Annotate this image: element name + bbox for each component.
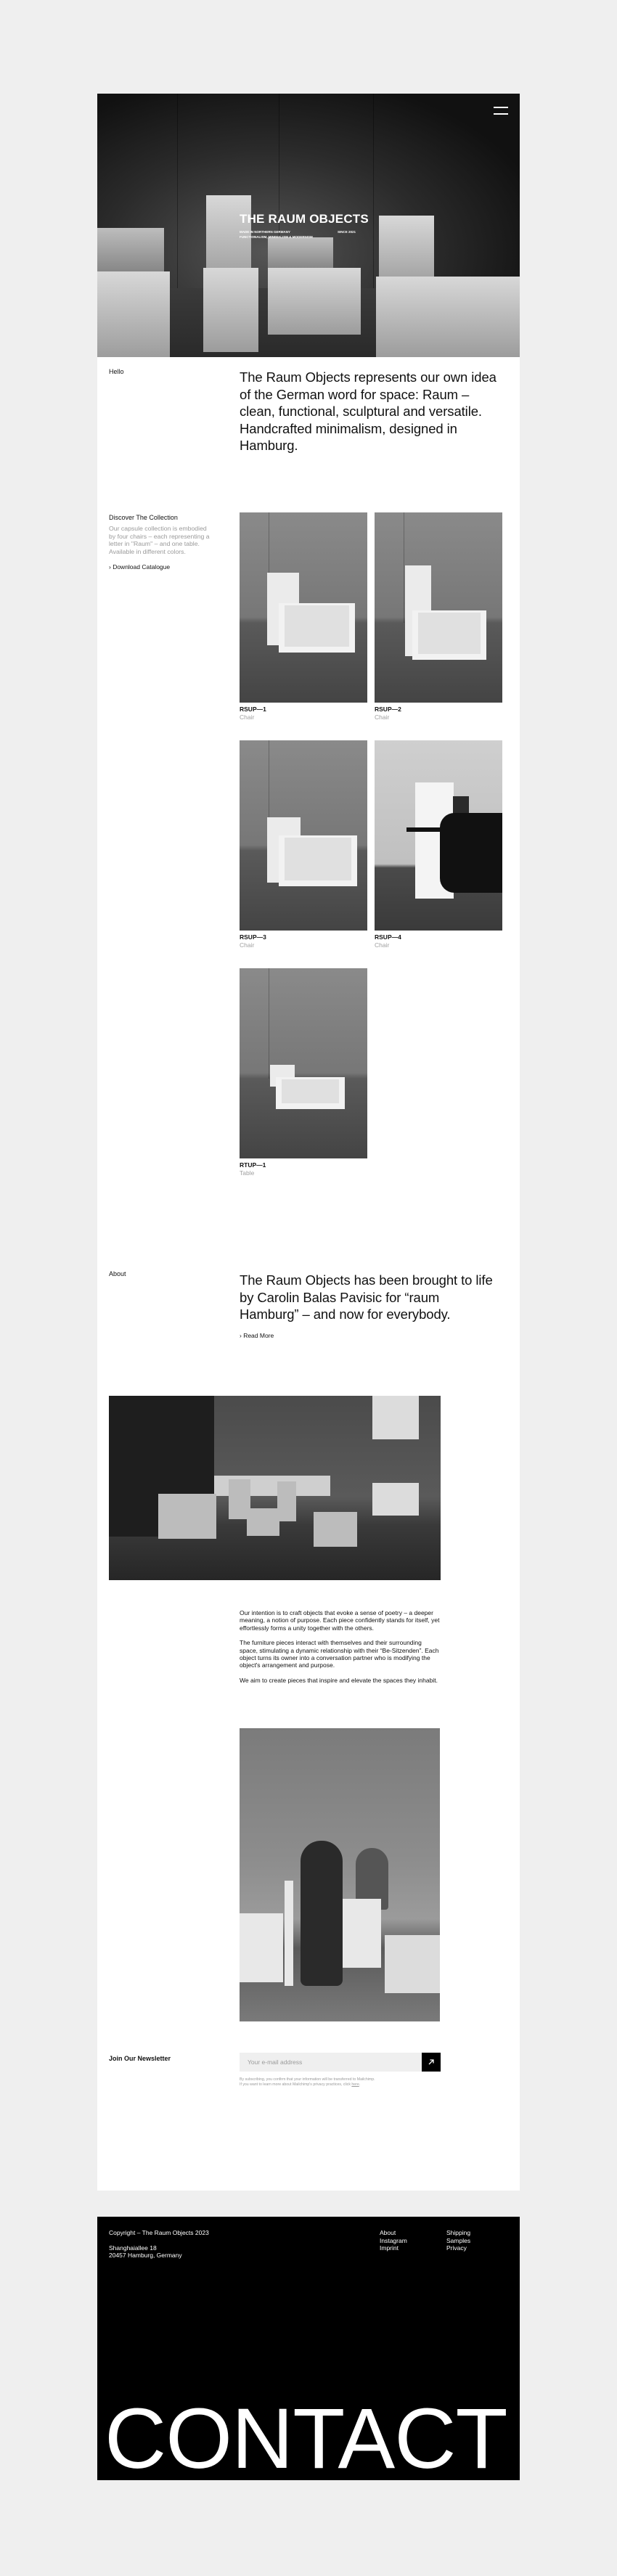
chair-seat — [279, 835, 357, 886]
person-figure — [440, 813, 502, 893]
collection-heading: Discover The Collection — [109, 514, 178, 521]
section-label-about: About — [109, 1270, 126, 1277]
portrait-photo-section — [97, 1728, 520, 2045]
since-year: SINCE 2021 — [337, 230, 356, 234]
story-paragraph: We aim to create pieces that inspire and elevate the spaces they inhabit. — [240, 1676, 438, 1684]
about-section — [97, 1259, 520, 1396]
story-text — [240, 1609, 440, 1684]
product-card[interactable] — [240, 968, 367, 1177]
hero-section — [97, 94, 520, 357]
seated-person — [301, 1841, 343, 1986]
footer-link-imprint[interactable]: Imprint — [380, 2244, 399, 2252]
newsletter-label: Join Our Newsletter — [109, 2055, 171, 2062]
hero-object — [97, 271, 170, 357]
note-line-1: By subscribing, you confirm that your information will be transferred to Mailchimp. — [240, 2077, 375, 2082]
window-light — [372, 1396, 419, 1439]
hero-title-block — [240, 212, 369, 240]
tagline-origin: MADE IN NORTHERN GERMANY — [240, 230, 291, 234]
person-arm — [406, 827, 450, 832]
product-name: RTUP—1 — [240, 1161, 266, 1169]
furniture-piece — [385, 1935, 440, 1993]
read-more-link[interactable]: › Read More — [240, 1332, 274, 1339]
product-name: RSUP—2 — [375, 706, 401, 713]
product-photo[interactable] — [375, 740, 502, 931]
footer-links-secondary — [446, 2229, 470, 2252]
newsletter-section — [97, 2045, 520, 2191]
hero-object — [376, 277, 520, 357]
about-statement: The Raum Objects has been brought to life by Carolin Balas Pavisic for “raum Hamburg” – and now for everybody. — [240, 1272, 493, 1322]
address — [109, 2244, 209, 2260]
email-input[interactable] — [240, 2053, 422, 2072]
story-section — [97, 1609, 520, 1728]
download-catalogue-link[interactable]: › Download Catalogue — [109, 563, 171, 571]
story-paragraph: Our intention is to craft objects that evoke a sense of poetry – a deeper meaning, a notion of purpose. Each piece confidently stands for itself, yet effortlessly forms a unity together with the others. — [240, 1609, 440, 1632]
product-grid — [240, 512, 498, 1177]
footer-link-privacy[interactable]: Privacy — [446, 2244, 467, 2252]
footer-info — [109, 2229, 209, 2260]
product-card[interactable] — [375, 740, 502, 949]
portrait-photo — [240, 1728, 440, 2021]
address-street: Shanghaiallee 18 — [109, 2244, 157, 2252]
footer-link-samples[interactable]: Samples — [446, 2236, 471, 2244]
product-name: RSUP—1 — [240, 706, 266, 713]
chair-seat — [279, 603, 355, 653]
hero-object — [268, 268, 361, 335]
collection-section — [97, 507, 520, 1259]
collection-description: Our capsule collection is embodied by four chairs – each representing a letter in "Raum" – and one table. Available in different colors. — [109, 525, 210, 555]
furniture-piece — [277, 1481, 296, 1521]
product-name: RSUP—3 — [240, 933, 266, 941]
copyright: Copyright – The Raum Objects 2023 — [109, 2229, 209, 2236]
furniture-piece — [240, 1913, 283, 1982]
product-type: Chair — [375, 941, 390, 949]
product-type: Table — [240, 1169, 255, 1177]
subscribe-button[interactable] — [422, 2053, 441, 2072]
chair-back — [285, 1881, 293, 1986]
privacy-here-link[interactable]: here — [351, 2082, 359, 2087]
furniture-piece — [338, 1899, 381, 1968]
footer-link-about[interactable]: About — [380, 2229, 396, 2236]
furniture-piece — [314, 1512, 357, 1547]
room-photo — [109, 1396, 441, 1580]
menu-line — [494, 107, 508, 108]
table-top — [276, 1077, 345, 1109]
menu-line — [494, 113, 508, 115]
footer-link-shipping[interactable]: Shipping — [446, 2229, 471, 2236]
footer — [97, 2217, 520, 2480]
section-label-hello: Hello — [109, 368, 124, 375]
tagline-style: FUNCTIONALISM, MINIMALISM & MODERNISM — [240, 235, 313, 239]
intro-section — [97, 357, 520, 507]
room-photo-section — [97, 1396, 520, 1609]
furniture-piece — [158, 1494, 216, 1539]
hero-meta — [240, 229, 356, 240]
address-city: 20457 Hamburg, Germany — [109, 2252, 182, 2259]
product-photo[interactable] — [240, 512, 367, 703]
note-end: . — [359, 2082, 361, 2087]
site-title: THE RAUM OBJECTS — [240, 212, 369, 226]
note-line-2: If you want to learn more about Mailchimp's privacy practices, click — [240, 2082, 352, 2087]
furniture-piece — [247, 1508, 279, 1536]
chair-seat — [412, 610, 486, 660]
contact-link[interactable]: CONTACT — [105, 2391, 507, 2480]
product-type: Chair — [240, 941, 255, 949]
footer-links-primary — [380, 2229, 407, 2252]
product-name: RSUP—4 — [375, 933, 401, 941]
product-photo[interactable] — [375, 512, 502, 703]
footer-link-instagram[interactable]: Instagram — [380, 2236, 407, 2244]
product-type: Chair — [375, 713, 390, 721]
window-light — [372, 1483, 419, 1516]
newsletter-privacy-note — [240, 2077, 428, 2088]
arrow-up-right-icon — [428, 2058, 435, 2066]
newsletter-form — [240, 2053, 441, 2072]
product-card[interactable] — [240, 512, 367, 721]
hamburger-menu-icon[interactable] — [494, 107, 508, 115]
story-paragraph: The furniture pieces interact with themselves and their surrounding space, stimulating a dynamic relationship with their “Be-Sitzenden”. Each object turns its owner into a conversation partner who is modifying the object's arrangement and purpose. — [240, 1639, 439, 1669]
collection-sidebar — [109, 514, 211, 571]
product-photo[interactable] — [240, 968, 367, 1158]
page-container — [97, 94, 520, 2191]
hero-taglines — [240, 229, 313, 240]
product-type: Chair — [240, 713, 255, 721]
product-card[interactable] — [375, 512, 502, 721]
product-card[interactable] — [240, 740, 367, 949]
hero-object — [203, 268, 258, 352]
product-photo[interactable] — [240, 740, 367, 931]
intro-statement: The Raum Objects represents our own idea of the German word for space: Raum – clean, functional, sculptural and versatile. Handcrafted minimalism, designed in Hamburg. — [240, 369, 497, 453]
